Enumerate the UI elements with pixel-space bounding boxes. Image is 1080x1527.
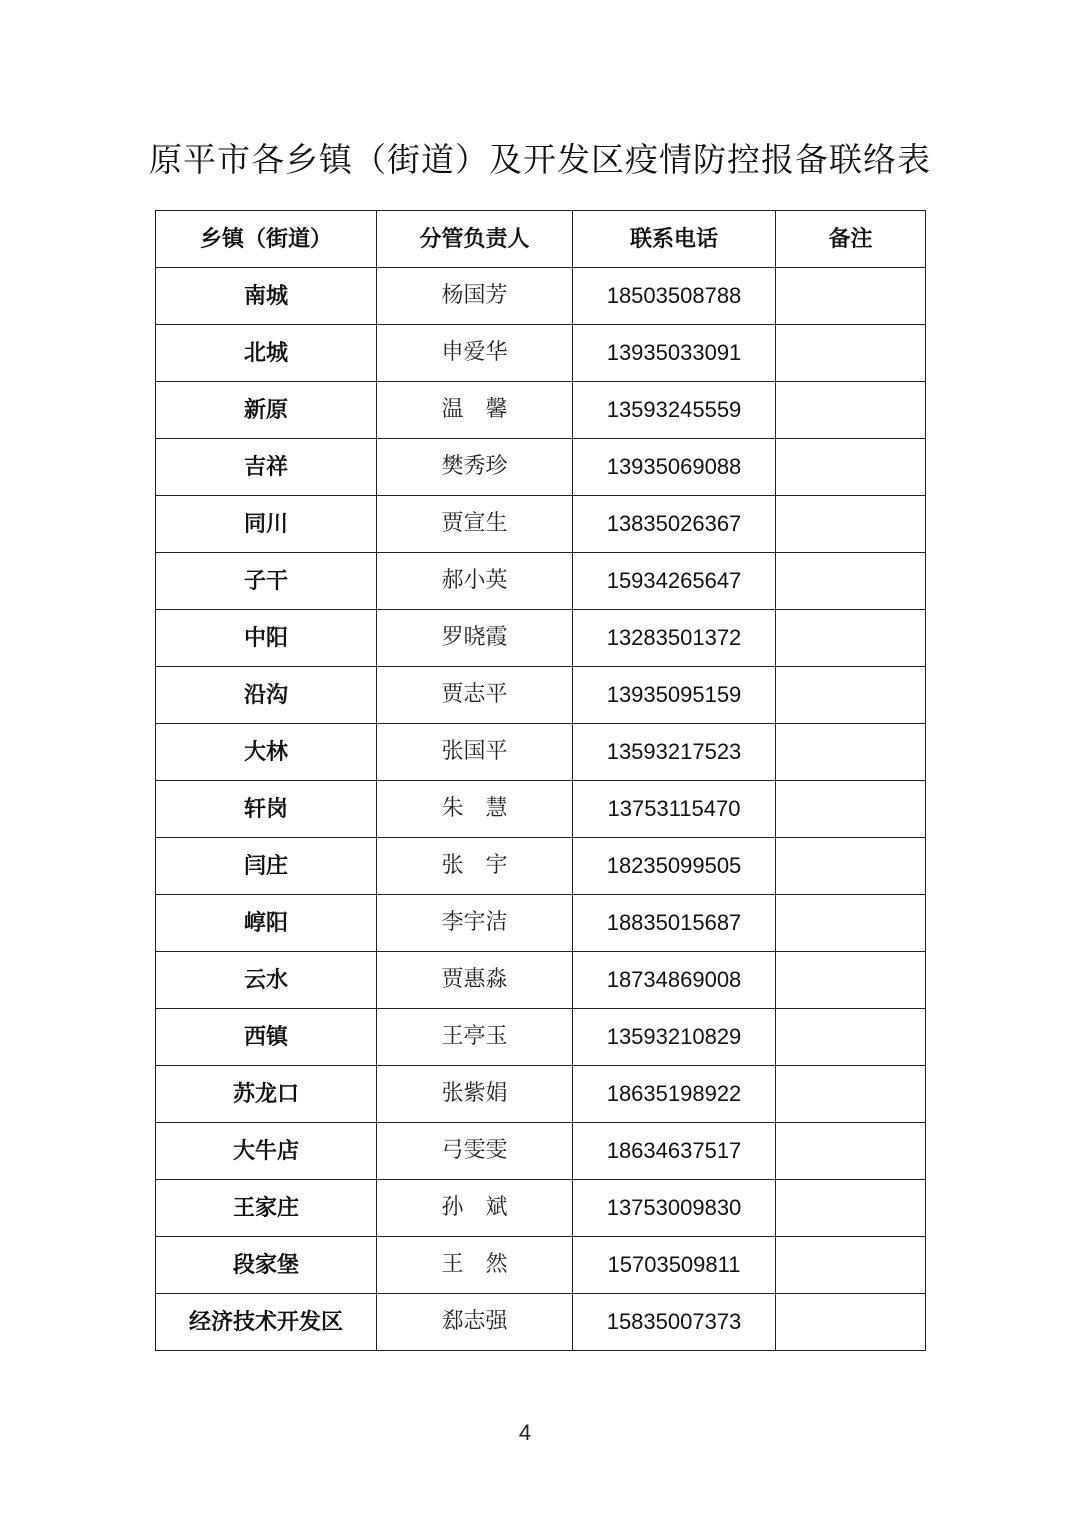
cell-remark <box>776 610 926 667</box>
cell-town: 新原 <box>156 382 377 439</box>
table-row <box>156 610 926 667</box>
cell-phone: 13593217523 <box>573 724 776 781</box>
cell-town: 同川 <box>156 496 377 553</box>
table-row <box>156 1009 926 1066</box>
cell-phone: 18634637517 <box>573 1123 776 1180</box>
table-row <box>156 895 926 952</box>
cell-person: 申爱华 <box>377 325 573 382</box>
cell-phone: 13935033091 <box>573 325 776 382</box>
cell-town: 轩岗 <box>156 781 377 838</box>
cell-phone: 13753009830 <box>573 1180 776 1237</box>
cell-remark <box>776 1294 926 1351</box>
cell-person: 张紫娟 <box>377 1066 573 1123</box>
cell-remark <box>776 1180 926 1237</box>
cell-person: 弓雯雯 <box>377 1123 573 1180</box>
cell-town: 中阳 <box>156 610 377 667</box>
header-remark: 备注 <box>776 211 926 268</box>
cell-person: 张国平 <box>377 724 573 781</box>
cell-remark <box>776 382 926 439</box>
cell-remark <box>776 838 926 895</box>
table-row <box>156 838 926 895</box>
cell-person: 朱 慧 <box>377 781 573 838</box>
cell-town: 段家堡 <box>156 1237 377 1294</box>
cell-remark <box>776 553 926 610</box>
cell-remark <box>776 496 926 553</box>
table-row <box>156 553 926 610</box>
cell-town: 西镇 <box>156 1009 377 1066</box>
table-row <box>156 382 926 439</box>
table-row <box>156 1180 926 1237</box>
table-body <box>156 268 926 1351</box>
cell-phone: 18635198922 <box>573 1066 776 1123</box>
cell-town: 子干 <box>156 553 377 610</box>
cell-remark <box>776 781 926 838</box>
contact-table <box>155 210 926 1351</box>
cell-remark <box>776 1123 926 1180</box>
cell-person: 郝小英 <box>377 553 573 610</box>
cell-phone: 18835015687 <box>573 895 776 952</box>
cell-remark <box>776 439 926 496</box>
table-row <box>156 1123 926 1180</box>
cell-remark <box>776 268 926 325</box>
header-person: 分管负责人 <box>377 211 573 268</box>
cell-remark <box>776 1237 926 1294</box>
cell-person: 罗晓霞 <box>377 610 573 667</box>
cell-remark <box>776 667 926 724</box>
cell-town: 沿沟 <box>156 667 377 724</box>
header-phone: 联系电话 <box>573 211 776 268</box>
cell-phone: 13935095159 <box>573 667 776 724</box>
cell-person: 樊秀珍 <box>377 439 573 496</box>
table-row <box>156 439 926 496</box>
cell-town: 经济技术开发区 <box>156 1294 377 1351</box>
cell-remark <box>776 1066 926 1123</box>
cell-phone: 15703509811 <box>573 1237 776 1294</box>
cell-person: 郄志强 <box>377 1294 573 1351</box>
cell-phone: 13753115470 <box>573 781 776 838</box>
table-header-row <box>156 211 926 268</box>
table-row <box>156 268 926 325</box>
cell-person: 温 馨 <box>377 382 573 439</box>
cell-town: 大林 <box>156 724 377 781</box>
cell-phone: 13593210829 <box>573 1009 776 1066</box>
cell-town: 崞阳 <box>156 895 377 952</box>
cell-town: 闫庄 <box>156 838 377 895</box>
cell-remark <box>776 724 926 781</box>
cell-town: 大牛店 <box>156 1123 377 1180</box>
cell-remark <box>776 952 926 1009</box>
cell-phone: 13935069088 <box>573 439 776 496</box>
cell-person: 王亭玉 <box>377 1009 573 1066</box>
cell-remark <box>776 325 926 382</box>
document-title: 原平市各乡镇（街道）及开发区疫情防控报备联络表 <box>149 140 931 179</box>
cell-person: 李宇洁 <box>377 895 573 952</box>
cell-person: 贾宣生 <box>377 496 573 553</box>
cell-town: 云水 <box>156 952 377 1009</box>
cell-person: 王 然 <box>377 1237 573 1294</box>
cell-person: 张 宇 <box>377 838 573 895</box>
cell-phone: 13835026367 <box>573 496 776 553</box>
cell-person: 贾志平 <box>377 667 573 724</box>
table-row <box>156 1066 926 1123</box>
cell-phone: 15934265647 <box>573 553 776 610</box>
table-row <box>156 496 926 553</box>
cell-phone: 18734869008 <box>573 952 776 1009</box>
cell-town: 吉祥 <box>156 439 377 496</box>
cell-person: 孙 斌 <box>377 1180 573 1237</box>
cell-phone: 13593245559 <box>573 382 776 439</box>
table-row <box>156 952 926 1009</box>
table-row <box>156 325 926 382</box>
cell-town: 北城 <box>156 325 377 382</box>
cell-phone: 13283501372 <box>573 610 776 667</box>
cell-remark <box>776 1009 926 1066</box>
table-row <box>156 781 926 838</box>
cell-remark <box>776 895 926 952</box>
cell-town: 南城 <box>156 268 377 325</box>
cell-person: 杨国芳 <box>377 268 573 325</box>
table-row <box>156 1294 926 1351</box>
cell-phone: 18235099505 <box>573 838 776 895</box>
cell-phone: 18503508788 <box>573 268 776 325</box>
table-row <box>156 724 926 781</box>
table-row <box>156 667 926 724</box>
cell-town: 苏龙口 <box>156 1066 377 1123</box>
table-row <box>156 1237 926 1294</box>
cell-phone: 15835007373 <box>573 1294 776 1351</box>
cell-town: 王家庄 <box>156 1180 377 1237</box>
cell-person: 贾惠淼 <box>377 952 573 1009</box>
header-town: 乡镇（街道） <box>156 211 377 268</box>
page-number: 4 <box>518 1420 532 1445</box>
